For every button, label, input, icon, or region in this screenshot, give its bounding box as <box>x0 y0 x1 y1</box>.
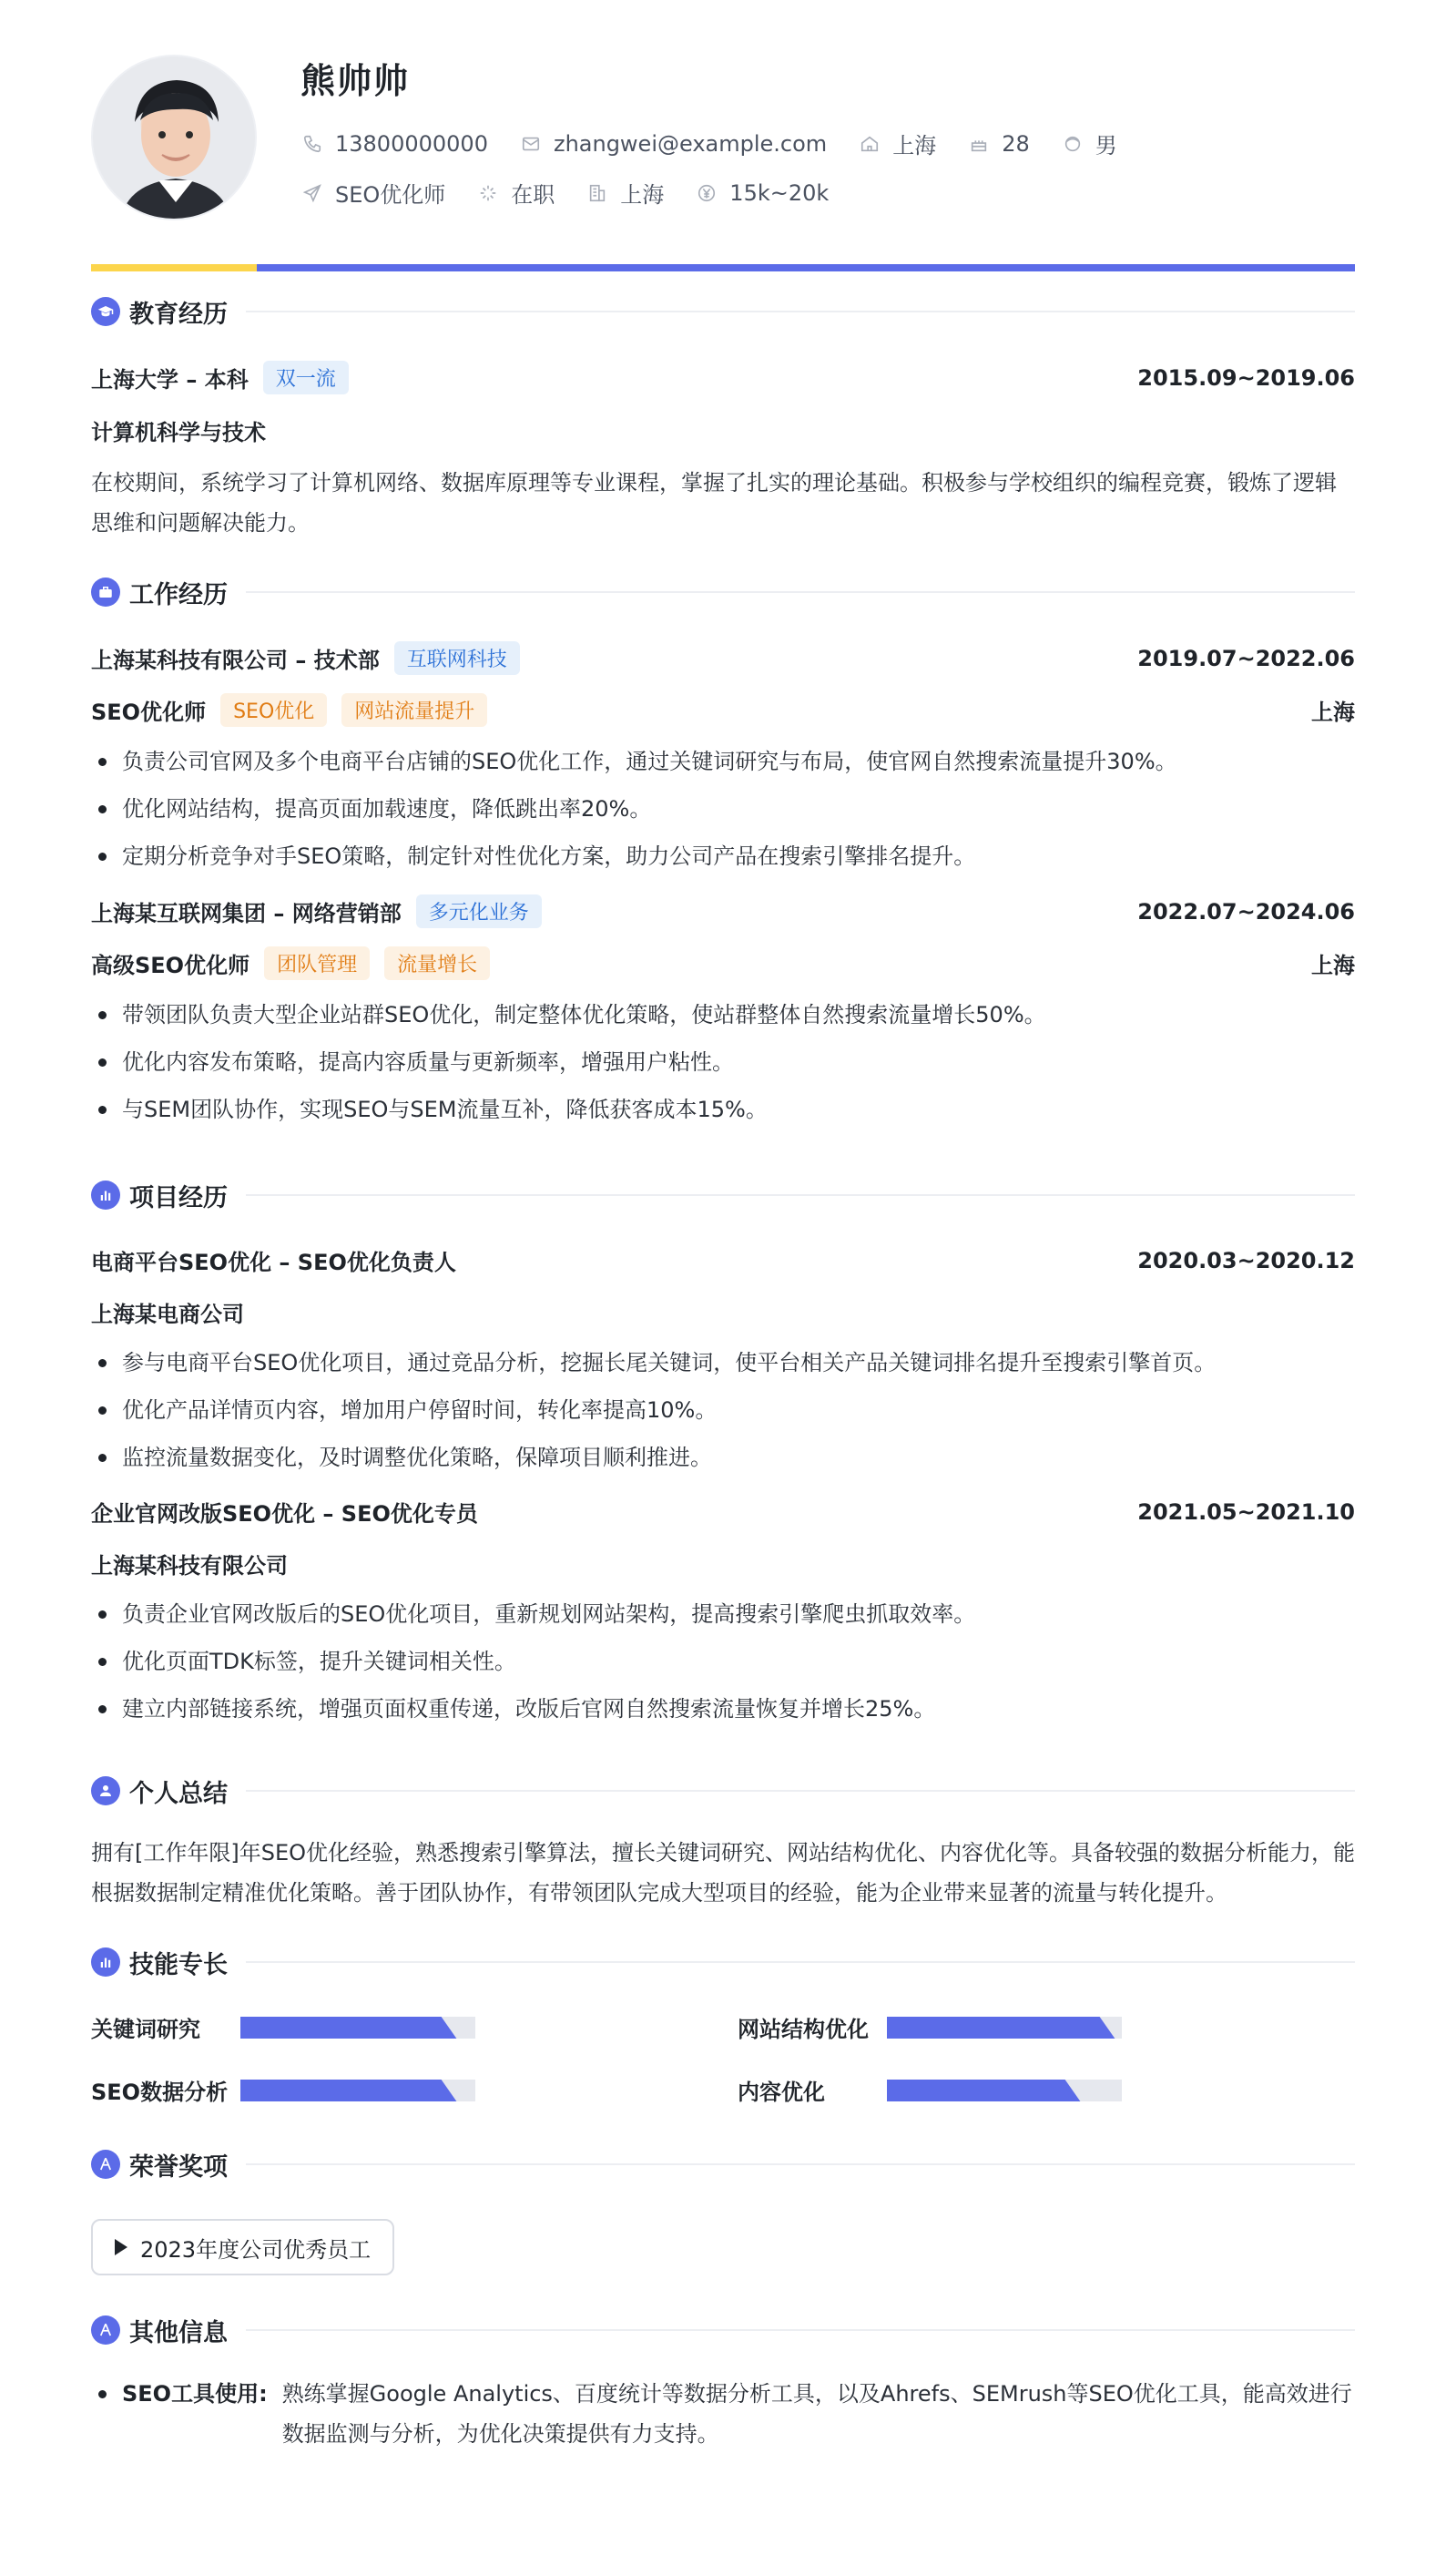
skill-bar <box>887 2017 1122 2039</box>
home-icon <box>858 132 881 156</box>
section-title: 工作经历 <box>129 580 228 609</box>
project-date: 2021.05~2021.10 <box>1137 1498 1355 1525</box>
school-name: 上海大学 – 本科 <box>91 367 249 393</box>
project-date: 2020.03~2020.12 <box>1137 1247 1355 1273</box>
skill-name: 内容优化 <box>738 2080 825 2105</box>
job-intent-row <box>300 177 860 209</box>
target-city-text: 上海 <box>620 182 665 208</box>
phone-icon <box>300 132 324 156</box>
skill-name: SEO数据分析 <box>91 2080 229 2105</box>
other-list <box>91 2374 1355 2454</box>
list-item: 定期分析竞争对手SEO策略，制定针对性优化方案，助力公司产品在搜索引擎排名提升。 <box>91 833 1355 880</box>
work-date: 2019.07~2022.06 <box>1137 645 1355 671</box>
graduation-cap-icon <box>91 297 120 326</box>
education-desc: 在校期间，系统学习了计算机网络、数据库原理等专业课程，掌握了扎实的理论基础。积极参与学校组织的编程竞赛，锻炼了逻辑思维和问题解决能力。 <box>91 470 1337 536</box>
list-item: 优化内容发布策略，提高内容质量与更新频率，增强用户粘性。 <box>91 1038 1355 1086</box>
email-text: zhangwei@example.com <box>553 130 828 157</box>
list-item: 优化网站结构，提高页面加载速度，降低跳出率20%。 <box>91 785 1355 833</box>
user-icon <box>91 1776 120 1805</box>
work-date: 2022.07~2024.06 <box>1137 898 1355 925</box>
job-target-item <box>300 177 445 209</box>
skill-name: 网站结构优化 <box>738 2017 869 2042</box>
list-item: 建立内部链接系统，增强页面权重传递，改版后官网自然搜索流量恢复并增长25%。 <box>91 1685 1355 1733</box>
gender-text: 男 <box>1095 133 1117 158</box>
medal-icon <box>91 2315 120 2345</box>
salary-item <box>695 180 829 206</box>
work-entry <box>91 641 1355 880</box>
project-entry <box>91 1244 1355 1481</box>
project-name: 电商平台SEO优化 – SEO优化负责人 <box>91 1250 456 1275</box>
list-item: 带领团队负责大型企业站群SEO优化，制定整体优化策略，使站群整体自然搜索流量增长50%。 <box>91 991 1355 1038</box>
skill-bar-fill <box>240 2080 440 2101</box>
company-tag: 多元化业务 <box>416 894 542 928</box>
other-section-header <box>91 2312 1355 2348</box>
email-item <box>519 131 827 157</box>
major-name: 计算机科学与技术 <box>91 420 266 445</box>
skill-name: 关键词研究 <box>91 2017 200 2042</box>
project-org: 上海某科技有限公司 <box>91 1553 288 1579</box>
education-date: 2015.09~2019.06 <box>1137 364 1355 391</box>
yen-coin-icon <box>695 181 718 205</box>
skill-item <box>91 2074 738 2106</box>
school-tag: 双一流 <box>263 361 349 394</box>
skills-grid <box>91 2011 1355 2106</box>
role-name: 高级SEO优化师 <box>91 953 250 978</box>
skill-bar-fill <box>887 2017 1098 2039</box>
candidate-name: 熊帅帅 <box>300 61 411 101</box>
status-text: 在职 <box>511 182 555 208</box>
project-bullets <box>91 1339 1355 1481</box>
send-icon <box>300 181 324 205</box>
medal-icon <box>91 2150 120 2179</box>
section-title: 荣誉奖项 <box>129 2152 228 2182</box>
project-bullets <box>91 1590 1355 1733</box>
list-item: 负责企业官网改版后的SEO优化项目，重新规划网站架构，提高搜索引擎爬虫抓取效率。 <box>91 1590 1355 1638</box>
other-label: SEO工具使用: <box>122 2381 268 2407</box>
briefcase-icon <box>91 578 120 607</box>
section-title: 技能专长 <box>129 1950 228 1979</box>
award-text: 2023年度公司优秀员工 <box>140 2236 372 2263</box>
triangle-right-icon <box>115 2239 127 2255</box>
skill-bar-fill <box>887 2080 1064 2101</box>
section-title: 其他信息 <box>129 2318 228 2347</box>
skill-bar <box>240 2017 475 2039</box>
job-target-text: SEO优化师 <box>335 182 446 208</box>
phone-text: 13800000000 <box>335 130 488 157</box>
project-name: 企业官网改版SEO优化 – SEO优化专员 <box>91 1501 478 1527</box>
avatar <box>91 55 257 220</box>
role-tag: 流量增长 <box>384 946 490 980</box>
loading-icon <box>476 181 500 205</box>
list-item: 优化页面TDK标签，提升关键词相关性。 <box>91 1638 1355 1685</box>
location-text: 上海 <box>892 133 937 158</box>
company-name: 上海某科技有限公司 – 技术部 <box>91 648 380 673</box>
company-tag: 互联网科技 <box>394 641 520 675</box>
role-tag: 团队管理 <box>264 946 370 980</box>
skill-item <box>738 2011 1355 2043</box>
list-item: 监控流量数据变化，及时调整优化策略，保障项目顺利推进。 <box>91 1434 1355 1481</box>
salary-text: 15k~20k <box>729 179 830 206</box>
awards-section-header <box>91 2146 1355 2182</box>
work-city: 上海 <box>1311 953 1355 978</box>
mail-icon <box>519 132 543 156</box>
skill-bar <box>887 2080 1122 2101</box>
company-name: 上海某互联网集团 – 网络营销部 <box>91 901 402 926</box>
building-icon <box>586 181 609 205</box>
summary-section-header <box>91 1773 1355 1809</box>
award-item <box>91 2219 394 2275</box>
role-name: SEO优化师 <box>91 700 207 725</box>
work-city: 上海 <box>1311 700 1355 725</box>
list-item: 参与电商平台SEO优化项目，通过竞品分析，挖掘长尾关键词，使平台相关产品关键词排名提升至搜索引擎首页。 <box>91 1339 1355 1386</box>
status-item <box>476 177 555 209</box>
list-item: 与SEM团队协作，实现SEO与SEM流量互补，降低获客成本15%。 <box>91 1086 1355 1133</box>
skill-item <box>91 2011 738 2043</box>
skills-section-header <box>91 1944 1355 1980</box>
role-tag: 网站流量提升 <box>341 693 487 727</box>
list-item: 负责公司官网及多个电商平台店铺的SEO优化工作，通过关键词研究与布局，使官网自然搜索流量提升30%。 <box>91 738 1355 785</box>
list-item: 优化产品详情页内容，增加用户停留时间，转化率提高10%。 <box>91 1386 1355 1434</box>
location-item <box>858 128 936 159</box>
work-bullets <box>91 991 1355 1133</box>
header-divider <box>91 264 1355 271</box>
skill-item <box>738 2074 1355 2106</box>
education-section-header <box>91 293 1355 330</box>
work-bullets <box>91 738 1355 880</box>
education-entry <box>91 361 1355 543</box>
section-title: 个人总结 <box>129 1779 228 1808</box>
age-item <box>967 131 1030 157</box>
role-tag: SEO优化 <box>220 693 327 727</box>
target-city-item <box>586 177 664 209</box>
skill-bar-fill <box>240 2017 440 2039</box>
summary-text: 拥有[工作年限]年SEO优化经验，熟悉搜索引擎算法，擅长关键词研究、网站结构优化、内容优化等。具备较强的数据分析能力，能根据数据制定精准优化策略。善于团队协作，有带领团队完成大型项目的经验，能为企业带来显著的流量与转化提升。 <box>91 1840 1356 1906</box>
other-text: 熟练掌握Google Analytics、百度统计等数据分析工具，以及Ahrefs、SEMrush等SEO优化工具，能高效进行数据监测与分析，为优化决策提供有力支持。 <box>281 2381 1352 2447</box>
project-org: 上海某电商公司 <box>91 1302 244 1327</box>
section-title: 教育经历 <box>129 300 228 329</box>
work-section-header <box>91 574 1355 610</box>
work-entry <box>91 894 1355 1133</box>
list-item <box>91 2374 1355 2454</box>
resume-header <box>91 53 1355 273</box>
phone-item <box>300 131 488 157</box>
bar-chart-icon <box>91 1947 120 1977</box>
age-text: 28 <box>1002 130 1030 157</box>
skill-bar <box>240 2080 475 2101</box>
bar-chart-icon <box>91 1181 120 1210</box>
user-face-icon <box>1061 132 1084 156</box>
project-entry <box>91 1496 1355 1733</box>
gender-item <box>1061 128 1117 159</box>
cake-icon <box>967 132 991 156</box>
contact-row <box>300 128 1148 159</box>
section-title: 项目经历 <box>129 1183 228 1212</box>
projects-section-header <box>91 1177 1355 1213</box>
